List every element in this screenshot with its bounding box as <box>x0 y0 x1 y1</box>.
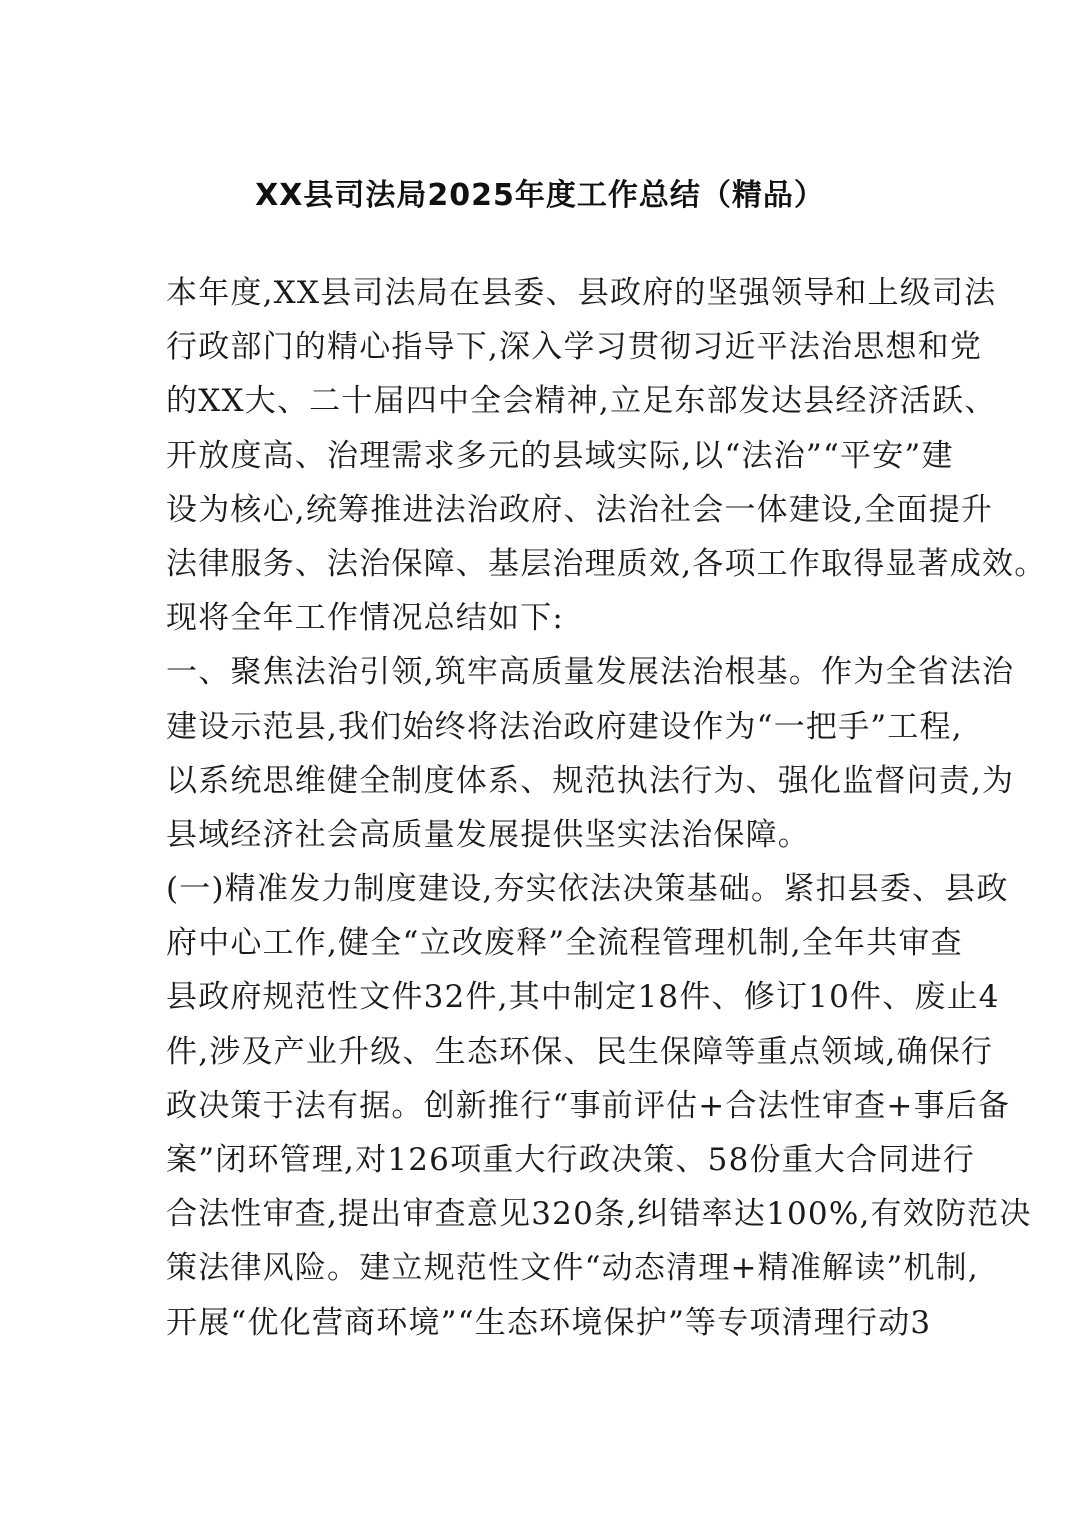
body-line: 设为核心,统筹推进法治政府、法治社会一体建设,全面提升 <box>166 491 994 528</box>
body-line: 策法律风险。建立规范性文件“动态清理+精准解读”机制, <box>166 1250 979 1287</box>
section-heading-line: 一、聚焦法治引领,筑牢高质量发展法治根基。作为全省法治 <box>166 654 1015 691</box>
body-line: 现将全年工作情况总结如下: <box>166 600 565 637</box>
body-line: 件,涉及产业升级、生态环保、民生保障等重点领域,确保行 <box>166 1033 994 1070</box>
body-line: 政决策于法有据。创新推行“事前评估+合法性审查+事后备 <box>166 1087 1011 1124</box>
document-title: XX县司法局2025年度工作总结（精品） <box>255 178 825 213</box>
body-line: 建设示范县,我们始终将法治政府建设作为“一把手”工程, <box>166 708 963 745</box>
body-line: 行政部门的精心指导下,深入学习贯彻习近平法治思想和党 <box>166 329 983 366</box>
body-line: 合法性审查,提出审查意见320条,纠错率达100%,有效防范决 <box>166 1196 1032 1233</box>
body-line: 开放度高、治理需求多元的县域实际,以“法治”“平安”建 <box>166 437 954 474</box>
body-line: 县政府规范性文件32件,其中制定18件、修订10件、废止4 <box>166 979 1000 1016</box>
body-line: 案”闭环管理,对126项重大行政决策、58份重大合同进行 <box>166 1142 975 1178</box>
body-line: 的XX大、二十届四中全会精神,立足东部发达县经济活跃、 <box>166 383 997 420</box>
subsection-heading-line: (一)精准发力制度建设,夯实依法决策基础。紧扣县委、县政 <box>166 871 1009 908</box>
body-line: 县域经济社会高质量发展提供坚实法治保障。 <box>166 816 810 853</box>
body-line: 以系统思维健全制度体系、规范执法行为、强化监督问责,为 <box>166 762 1015 799</box>
body-line: 府中心工作,健全“立改废释”全流程管理机制,全年共审查 <box>166 925 963 962</box>
body-line: 本年度,XX县司法局在县委、县政府的坚强领导和上级司法 <box>166 275 997 311</box>
document-body <box>166 266 1047 1350</box>
body-line: 法律服务、法治保障、基层治理质效,各项工作取得显著成效。 <box>166 545 1047 582</box>
body-line: 开展“优化营商环境”“生态环境保护”等专项清理行动3 <box>166 1304 932 1341</box>
